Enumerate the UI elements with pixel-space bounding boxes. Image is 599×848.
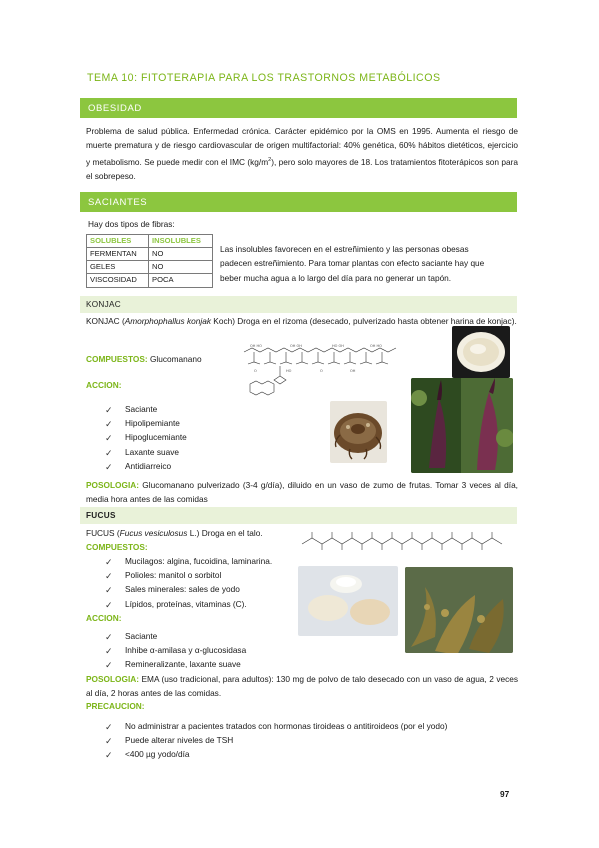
obesidad-text-sup: 2 (268, 156, 272, 163)
list-item: ✓ Hipolipemiante (105, 417, 187, 431)
table-cell: NO (149, 261, 213, 274)
konjac-compuestos-label: COMPUESTOS: (86, 354, 148, 364)
obesidad-text-post: ), pero solo mayores de 18. Los tratamientos fitoterápicos son para el sobrepeso. (86, 156, 518, 181)
fucus-intro-post: L.) Droga en el talo. (187, 528, 263, 538)
page-number: 97 (500, 789, 510, 799)
svg-text:HO OH: HO OH (332, 344, 344, 348)
konjac-posologia-label: POSOLOGIA: (86, 480, 140, 490)
list-item: ✓ No administrar a pacientes tratados con hormonas tiroideas o antitiroideos (por el yodo) (105, 720, 447, 734)
konjac-intro-pre: KONJAC ( (86, 316, 125, 326)
list-item: ✓ Mucilagos: algina, fucoidina, laminarina. (105, 555, 272, 569)
table-cell: GELES (87, 261, 149, 274)
fucus-posologia (86, 672, 518, 701)
list-item: ✓ Puede alterar niveles de TSH (105, 734, 447, 748)
table-header: SOLUBLES (87, 235, 149, 248)
alginate-structure-image (298, 528, 512, 556)
table-cell: POCA (149, 274, 213, 287)
glucomannan-structure-image (240, 340, 408, 402)
list-item: ✓ Saciante (105, 630, 246, 644)
fucus-accion-label: ACCION: (86, 613, 122, 623)
list-item: ✓ Laxante suave (105, 446, 187, 460)
konjac-latin-name: Amorphophallus konjak (124, 316, 211, 326)
fucus-intro-pre: FUCUS ( (86, 528, 120, 538)
konjac-plant-image (411, 378, 513, 473)
list-item: ✓ Antidiarreico (105, 460, 187, 474)
fucus-posologia-label: POSOLOGIA: (86, 674, 140, 684)
fucus-intro (86, 527, 263, 540)
list-item: ✓ Sales minerales: sales de yodo (105, 583, 272, 597)
svg-text:O: O (320, 369, 323, 373)
svg-text:OH HO: OH HO (250, 344, 262, 348)
svg-text:OH: OH (350, 369, 356, 373)
fiber-types-table (86, 234, 213, 288)
svg-text:O: O (254, 369, 257, 373)
section-konjac-header: KONJAC (80, 296, 517, 313)
fucus-latin-name: Fucus vesiculosus (119, 528, 188, 538)
konjac-posologia-text: Glucomanano pulverizado (3-4 g/día), diluido en un vaso de zumo de frutas. Tomar 3 veces al día, media hora antes de las comidas (86, 480, 518, 505)
page-title: TEMA 10: FITOTERAPIA PARA LOS TRASTORNOS METABÓLICOS (87, 72, 441, 84)
konjac-accion-label: ACCION: (86, 380, 122, 390)
fucus-seaweed-image (405, 567, 513, 653)
list-item: ✓ Remineralizante, laxante suave (105, 658, 246, 672)
list-item: ✓ Lípidos, proteínas, vitaminas (C). (105, 598, 272, 612)
konjac-compuestos-value: Glucomanano (149, 354, 202, 364)
konjac-flour-image (452, 326, 510, 378)
section-obesidad-header: OBESIDAD (80, 98, 517, 118)
konjac-acciones-list (105, 403, 187, 474)
fucus-precaucion-label: PRECAUCION: (86, 701, 145, 711)
section-fucus-header: FUCUS (80, 507, 517, 524)
obesidad-text-pre: Problema de salud pública. Enfermedad crónica. Carácter epidémico por la OMS en 1995. Aumenta el riesgo de muerte prematura y de riesgo cardiovascular de origen multifactorial: 40% genética, 60% hábitos dietéticos, ejercicio y metabolismo. Se puede medir con el IMC (kg/m (86, 126, 518, 167)
saciantes-intro: Hay dos tipos de fibras: (88, 219, 175, 229)
svg-text:OH HO: OH HO (370, 344, 382, 348)
fucus-powder-image (298, 566, 398, 636)
list-item: ✓ <400 µg yodo/día (105, 748, 447, 762)
list-item: ✓ Inhibe α-amilasa y α-glucosidasa (105, 644, 246, 658)
fucus-acciones-list (105, 630, 246, 673)
table-header: INSOLUBLES (149, 235, 213, 248)
list-item: ✓ Saciante (105, 403, 187, 417)
fucus-compuestos-label: COMPUESTOS: (86, 542, 148, 552)
konjac-intro-post: Koch) Droga en el rizoma (desecado, pulverizado hasta obtener harina de konjac). (210, 316, 517, 326)
section-saciantes-header: SACIANTES (80, 192, 517, 212)
saciantes-note: Las insolubles favorecen en el estreñimiento y las personas obesas padecen estreñimiento. Para tomar plantas con efecto saciante hay que beber mucha agua a lo largo del día para no generar un tapón. (220, 244, 485, 283)
konjac-root-image (330, 401, 387, 463)
table-cell: FERMENTAN (87, 248, 149, 261)
svg-text:HO: HO (286, 369, 292, 373)
table-cell: VISCOSIDAD (87, 274, 149, 287)
obesidad-text (86, 124, 518, 183)
table-cell: NO (149, 248, 213, 261)
list-item: ✓ Polioles: manitol o sorbitol (105, 569, 272, 583)
fucus-compuestos-list (105, 555, 272, 612)
konjac-compuestos (86, 353, 202, 366)
list-item: ✓ Hipoglucemiante (105, 431, 187, 445)
fucus-posologia-text: EMA (uso tradicional, para adultos): 130 mg de polvo de talo desecado con un vaso de agua, 2 veces al día, 2 horas antes de las comidas. (86, 674, 518, 699)
svg-text:OH OH: OH OH (290, 344, 302, 348)
konjac-posologia (86, 478, 518, 507)
fucus-precauciones-list (105, 720, 447, 763)
